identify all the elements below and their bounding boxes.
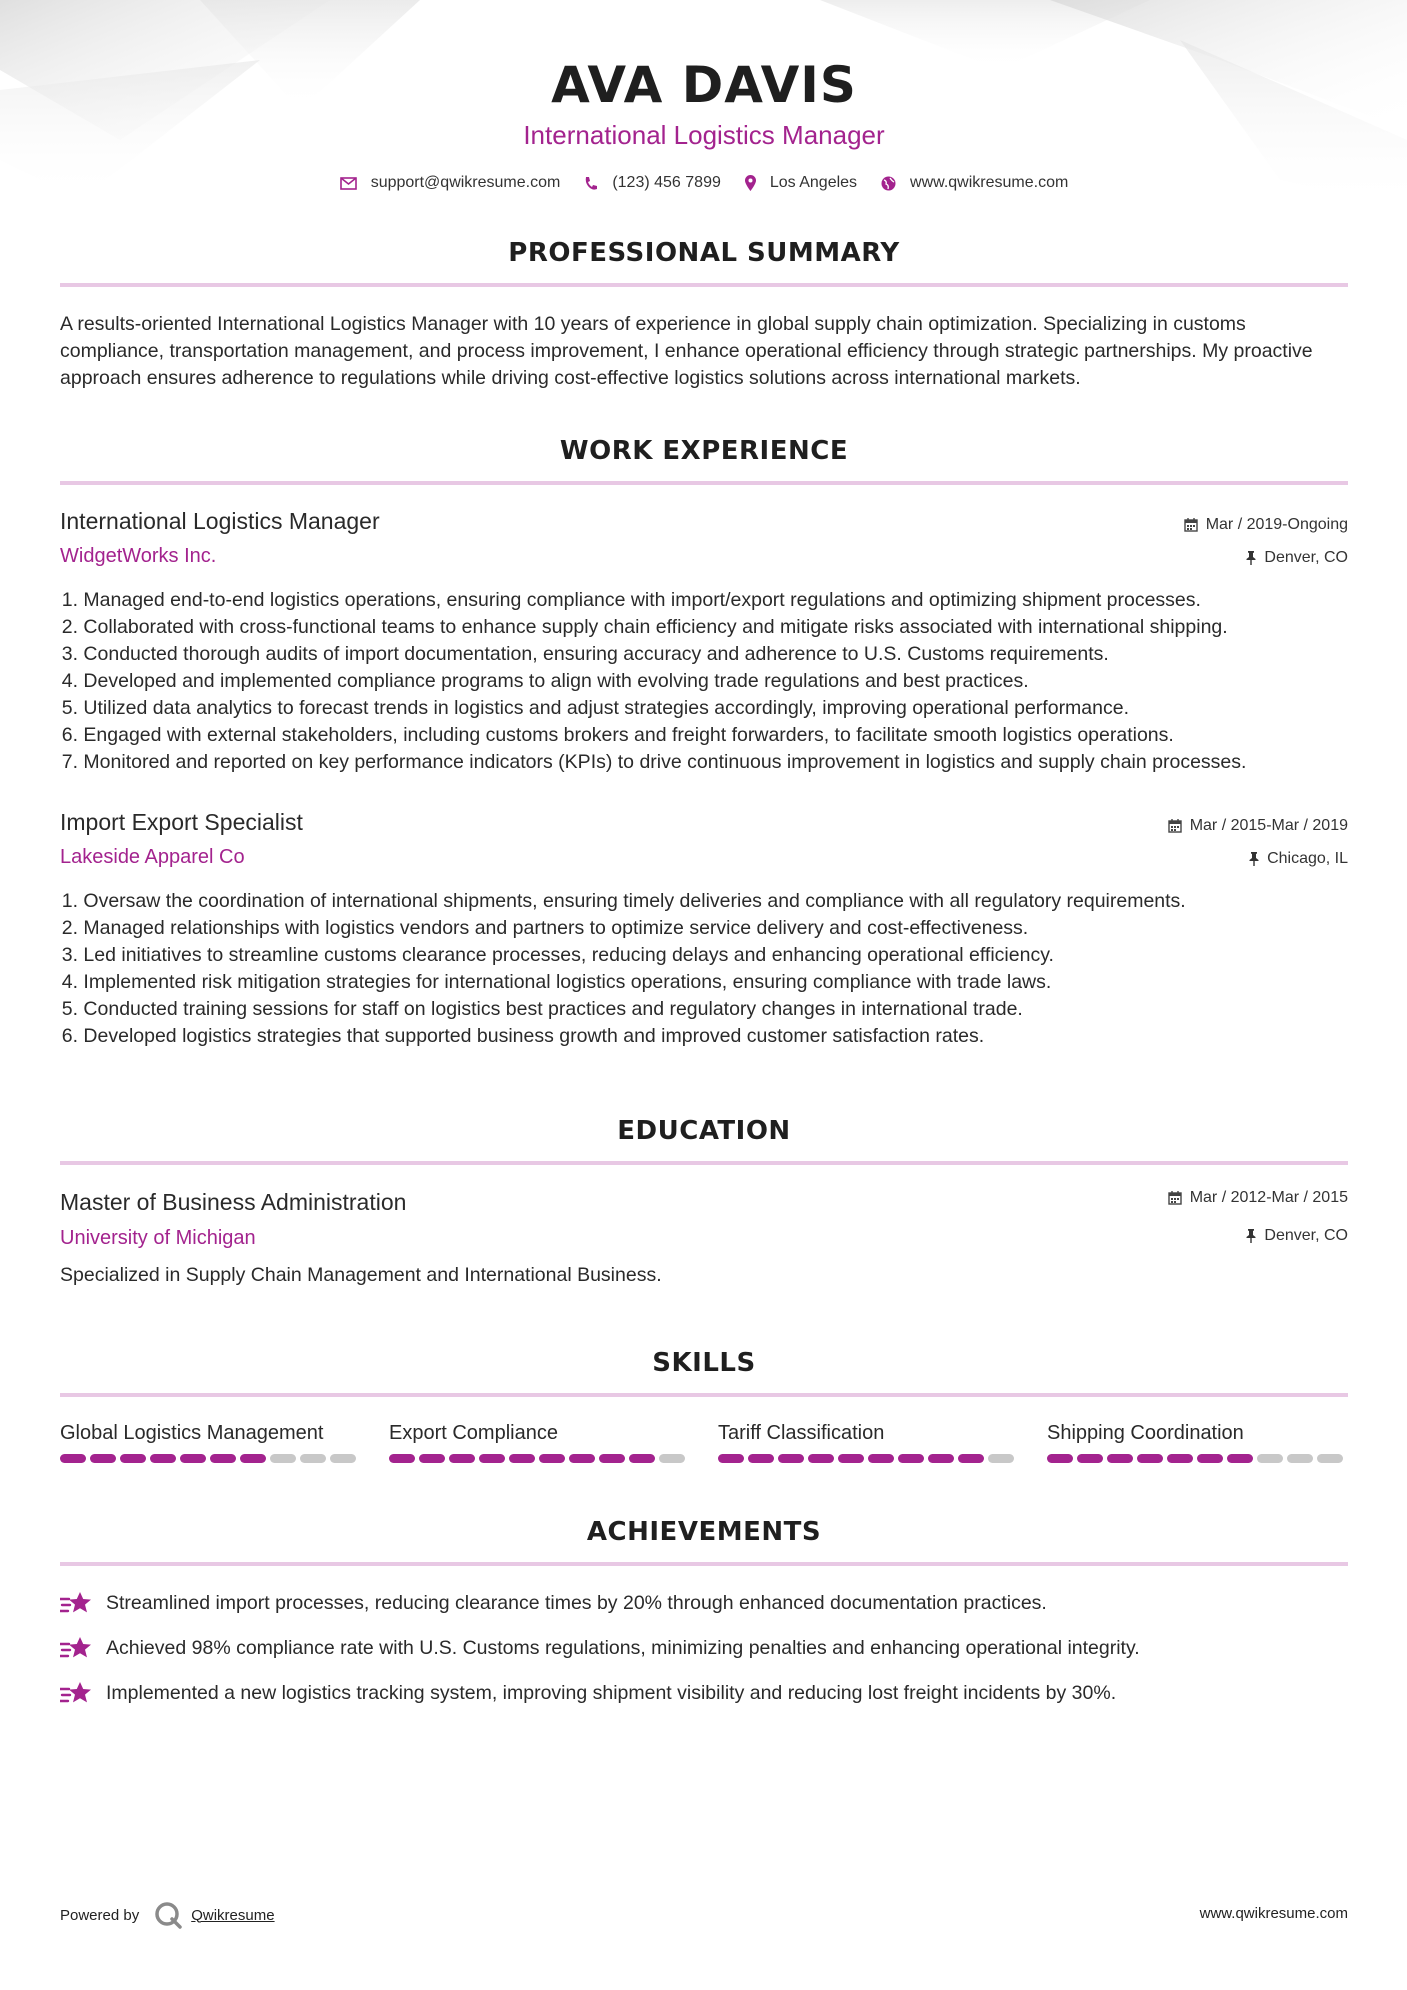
skill-segment-empty <box>1257 1454 1283 1463</box>
location-text: Los Angeles <box>769 174 858 191</box>
experience-divider <box>60 481 1348 485</box>
skill-segment-filled <box>1227 1454 1253 1463</box>
skill-segment-empty <box>659 1454 685 1463</box>
skill-segment-filled <box>868 1454 894 1463</box>
candidate-role: International Logistics Manager <box>523 120 885 150</box>
education-dates-text: Mar / 2012-Mar / 2015 <box>1189 1189 1348 1206</box>
job-dates-text: Mar / 2019-Ongoing <box>1205 516 1348 533</box>
skill-level-meter <box>1047 1454 1347 1463</box>
skill-segment-filled <box>599 1454 625 1463</box>
calendar-icon <box>1184 518 1198 532</box>
email-text: support@qwikresume.com <box>370 174 561 191</box>
education-heading: EDUCATION <box>617 1116 791 1146</box>
skill-segment-filled <box>838 1454 864 1463</box>
list-item: 3. Conducted thorough audits of import documentation, ensuring accuracy and adherence to U.S. Customs requirements. <box>61 643 1109 665</box>
contact-email[interactable] <box>340 174 561 192</box>
achievement-text: Achieved 98% compliance rate with U.S. Customs regulations, minimizing penalties and enhancing operational integrity. <box>106 1636 1140 1659</box>
education-location-text: Denver, CO <box>1264 1227 1348 1244</box>
job-location-text: Denver, CO <box>1264 549 1348 566</box>
job-dates-text: Mar / 2015-Mar / 2019 <box>1189 817 1348 834</box>
education-location <box>1246 1227 1348 1245</box>
shooting-star-icon <box>60 1635 92 1661</box>
skills-divider <box>60 1393 1348 1397</box>
pushpin-icon <box>1246 551 1256 565</box>
contact-phone[interactable] <box>584 174 721 192</box>
skill-segment-filled <box>120 1454 146 1463</box>
job-title: International Logistics Manager <box>60 508 380 534</box>
list-item: 2. Collaborated with cross-functional teams to enhance supply chain efficiency and mitigate risks associated with international shipping. <box>61 616 1228 638</box>
education-dates <box>1168 1189 1348 1207</box>
skill-level-meter <box>60 1454 360 1463</box>
skill-segment-empty <box>1317 1454 1343 1463</box>
summary-text: A results-oriented International Logistics Manager with 10 years of experience in global supply chain optimization. Specializing in customs compliance, transportation management, and process improvement, I enhance operational efficiency through strategic partnerships. My proactive approach ensures adherence to regulations while driving cost-effective logistics solutions across international markets. <box>60 313 1313 389</box>
skill-segment-filled <box>419 1454 445 1463</box>
powered-by-label: Powered by <box>60 1906 140 1924</box>
summary-heading: PROFESSIONAL SUMMARY <box>508 238 900 268</box>
list-item: 3. Led initiatives to streamline customs clearance processes, reducing delays and enhancing operational efficiency. <box>61 944 1054 966</box>
list-item: 4. Developed and implemented compliance programs to align with evolving trade regulations and best practices. <box>61 670 1029 692</box>
skill-segment-filled <box>1167 1454 1193 1463</box>
map-marker-icon <box>745 175 756 191</box>
skill-segment-filled <box>1107 1454 1133 1463</box>
calendar-icon <box>1168 1191 1182 1205</box>
list-item: 6. Developed logistics strategies that supported business growth and improved customer satisfaction rates. <box>61 1025 985 1047</box>
achievement-text: Streamlined import processes, reducing clearance times by 20% through enhanced documentation practices. <box>106 1591 1047 1614</box>
job-location <box>1249 850 1348 868</box>
skill-segment-filled <box>449 1454 475 1463</box>
skill-item <box>718 1418 1018 1463</box>
summary-divider <box>60 283 1348 287</box>
skill-segment-filled <box>928 1454 954 1463</box>
phone-text: (123) 456 7899 <box>612 174 721 191</box>
experience-heading: WORK EXPERIENCE <box>559 436 849 466</box>
envelope-icon <box>340 177 357 190</box>
skill-name: Global Logistics Management <box>60 1422 324 1444</box>
skill-segment-filled <box>629 1454 655 1463</box>
skill-segment-filled <box>748 1454 774 1463</box>
skill-segment-empty <box>1287 1454 1313 1463</box>
list-item: 1. Oversaw the coordination of international shipments, ensuring timely deliveries and compliance with all regulatory requirements. <box>61 890 1186 912</box>
skill-segment-empty <box>988 1454 1014 1463</box>
list-item: 5. Utilized data analytics to forecast trends in logistics and adjust strategies accordingly, improving operational performance. <box>61 697 1130 719</box>
footer-powered-by <box>60 1900 275 1930</box>
candidate-name: AVA DAVIS <box>551 56 857 114</box>
skill-segment-filled <box>60 1454 86 1463</box>
job-company: WidgetWorks Inc. <box>60 545 217 567</box>
job-location <box>1246 549 1348 567</box>
job-responsibilities <box>60 888 1348 1050</box>
skill-segment-empty <box>330 1454 356 1463</box>
skill-name: Shipping Coordination <box>1047 1422 1244 1444</box>
qwikresume-logo-icon <box>153 1900 183 1930</box>
skill-segment-filled <box>180 1454 206 1463</box>
skill-segment-empty <box>270 1454 296 1463</box>
shooting-star-icon <box>60 1680 92 1706</box>
skill-segment-filled <box>778 1454 804 1463</box>
achievement-item <box>60 1680 1116 1706</box>
skill-segment-filled <box>389 1454 415 1463</box>
list-item: 1. Managed end-to-end logistics operations, ensuring compliance with import/export regulations and optimizing shipment processes. <box>61 589 1201 611</box>
skill-segment-filled <box>150 1454 176 1463</box>
skill-level-meter <box>389 1454 689 1463</box>
globe-icon <box>881 176 896 191</box>
skill-segment-filled <box>539 1454 565 1463</box>
pushpin-icon <box>1246 1229 1256 1243</box>
education-note: Specialized in Supply Chain Management and International Business. <box>60 1264 662 1286</box>
skill-name: Tariff Classification <box>718 1422 885 1444</box>
skill-segment-filled <box>1077 1454 1103 1463</box>
skill-item <box>1047 1418 1347 1463</box>
calendar-icon <box>1168 819 1182 833</box>
skill-segment-empty <box>300 1454 326 1463</box>
education-divider <box>60 1161 1348 1165</box>
list-item: 7. Monitored and reported on key performance indicators (KPIs) to drive continuous improvement in logistics and supply chain processes. <box>61 751 1247 773</box>
achievements-heading: ACHIEVEMENTS <box>586 1517 822 1547</box>
skill-segment-filled <box>569 1454 595 1463</box>
skill-segment-filled <box>210 1454 236 1463</box>
list-item: 4. Implemented risk mitigation strategies for international logistics operations, ensuring compliance with trade laws. <box>61 971 1052 993</box>
achievement-text: Implemented a new logistics tracking system, improving shipment visibility and reducing lost freight incidents by 30%. <box>106 1681 1117 1704</box>
skill-segment-filled <box>898 1454 924 1463</box>
list-item: 5. Conducted training sessions for staff on logistics best practices and regulatory changes in international trade. <box>61 998 1023 1020</box>
skill-segment-filled <box>718 1454 744 1463</box>
job-responsibilities <box>60 587 1348 776</box>
skill-name: Export Compliance <box>389 1422 558 1444</box>
job-dates <box>1184 516 1348 534</box>
achievement-item <box>60 1635 1140 1661</box>
skill-item <box>60 1418 360 1463</box>
job-location-text: Chicago, IL <box>1267 850 1348 867</box>
job-company: Lakeside Apparel Co <box>60 846 245 868</box>
skill-level-meter <box>718 1454 1018 1463</box>
qwikresume-link[interactable]: Qwikresume <box>191 1906 275 1924</box>
contact-location <box>745 174 857 192</box>
achievements-divider <box>60 1562 1348 1566</box>
skill-segment-filled <box>240 1454 266 1463</box>
job-dates <box>1168 817 1348 835</box>
skill-segment-filled <box>1047 1454 1073 1463</box>
list-item: 6. Engaged with external stakeholders, including customs brokers and freight forwarders, to facilitate smooth logistics operations. <box>61 724 1174 746</box>
contact-website[interactable] <box>881 174 1068 192</box>
website-text: www.qwikresume.com <box>910 174 1069 191</box>
pushpin-icon <box>1249 852 1259 866</box>
skills-heading: SKILLS <box>652 1348 756 1378</box>
skill-segment-filled <box>958 1454 984 1463</box>
skill-segment-filled <box>1137 1454 1163 1463</box>
list-item: 2. Managed relationships with logistics vendors and partners to optimize service delivery and cost-effectiveness. <box>61 917 1029 939</box>
skill-segment-filled <box>808 1454 834 1463</box>
shooting-star-icon <box>60 1590 92 1616</box>
skill-item <box>389 1418 689 1463</box>
footer-website[interactable]: www.qwikresume.com <box>1199 1905 1348 1922</box>
skill-segment-filled <box>1197 1454 1223 1463</box>
skill-segment-filled <box>479 1454 505 1463</box>
job-title: Import Export Specialist <box>60 809 303 835</box>
contact-bar <box>60 174 1348 192</box>
phone-icon <box>584 176 598 191</box>
skill-segment-filled <box>90 1454 116 1463</box>
skill-segment-filled <box>509 1454 535 1463</box>
degree-title: Master of Business Administration <box>60 1189 407 1215</box>
school-name: University of Michigan <box>60 1227 256 1249</box>
achievement-item <box>60 1590 1047 1616</box>
